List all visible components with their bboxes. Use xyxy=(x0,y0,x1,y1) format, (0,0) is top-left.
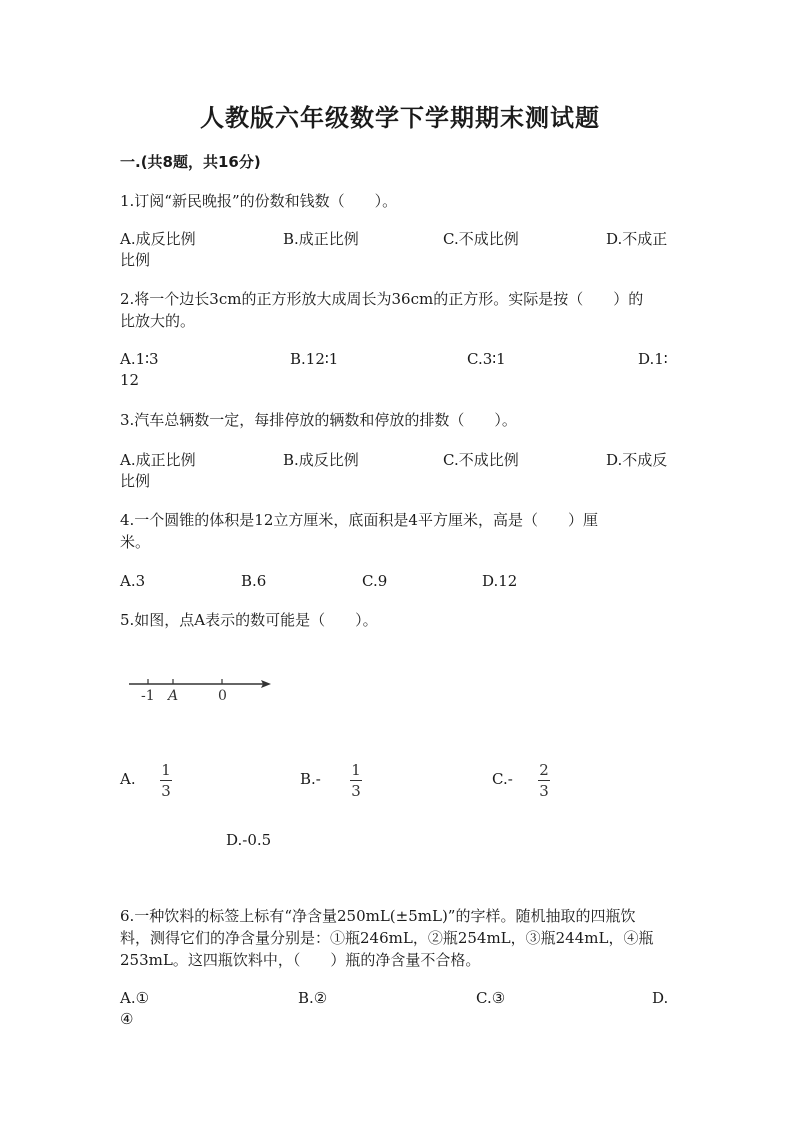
q6-option-d-wrap: ④ xyxy=(120,1010,134,1028)
question-4-line-2: 米。 xyxy=(120,533,151,551)
q3-option-b[interactable]: B.成反比例 xyxy=(283,451,359,469)
page-title: 人教版六年级数学下学期期末测试题 xyxy=(200,104,600,132)
q5-option-c-fraction: 2 3 xyxy=(539,761,549,801)
q2-option-c[interactable]: C.3∶1 xyxy=(467,350,506,368)
q6-option-a[interactable]: A.① xyxy=(120,989,150,1007)
q1-option-d-wrap: 比例 xyxy=(120,251,151,269)
q2-option-a[interactable]: A.1∶3 xyxy=(120,350,159,368)
q6-option-d[interactable]: D. xyxy=(652,989,669,1007)
label-point-a: A xyxy=(168,688,179,704)
q1-option-a[interactable]: A.成反比例 xyxy=(120,230,196,248)
question-6-line-2: 料，测得它们的净含量分别是：①瓶246mL，②瓶254mL，③瓶244mL，④瓶 xyxy=(120,929,654,947)
q5-option-c-prefix[interactable]: C.- xyxy=(492,770,513,788)
question-3-text: 3.汽车总辆数一定，每排停放的辆数和停放的排数（ ）。 xyxy=(120,411,517,429)
q2-option-d[interactable]: D.1∶ xyxy=(638,350,668,368)
q5-option-a-prefix[interactable]: A. xyxy=(120,770,136,788)
q5-option-b-prefix[interactable]: B.- xyxy=(300,770,321,788)
question-1-text: 1.订阅“新民晚报”的份数和钱数（ ）。 xyxy=(120,192,398,210)
q4-option-d[interactable]: D.12 xyxy=(482,572,518,590)
q3-option-c[interactable]: C.不成比例 xyxy=(443,451,519,469)
q3-option-d[interactable]: D.不成反 xyxy=(606,451,668,469)
question-2-line-1: 2.将一个边长3cm的正方形放大成周长为36cm的正方形。实际是按（ ）的 xyxy=(120,290,644,308)
q4-option-c[interactable]: C.9 xyxy=(362,572,388,590)
label-zero: 0 xyxy=(218,688,227,704)
q5-option-d[interactable]: D.-0.5 xyxy=(226,831,272,849)
question-6-line-1: 6.一种饮料的标签上标有“净含量250mL(±5mL)”的字样。随机抽取的四瓶饮 xyxy=(120,907,636,925)
question-2-line-2: 比放大的。 xyxy=(120,312,196,330)
q3-option-a[interactable]: A.成正比例 xyxy=(120,451,196,469)
q5-option-a-fraction: 1 3 xyxy=(161,761,171,801)
q1-option-c[interactable]: C.不成比例 xyxy=(443,230,519,248)
label-minus-one: -1 xyxy=(141,688,155,704)
q4-option-a[interactable]: A.3 xyxy=(120,572,146,590)
question-4-line-1: 4.一个圆锥的体积是12立方厘米，底面积是4平方厘米，高是（ ）厘 xyxy=(120,511,598,529)
section-heading: 一.(共8题，共16分) xyxy=(120,153,261,171)
q3-option-d-wrap: 比例 xyxy=(120,472,151,490)
q4-option-b[interactable]: B.6 xyxy=(241,572,267,590)
q1-option-b[interactable]: B.成正比例 xyxy=(283,230,359,248)
question-6-line-3: 253mL。这四瓶饮料中，（ ）瓶的净含量不合格。 xyxy=(120,951,481,969)
q6-option-b[interactable]: B.② xyxy=(298,989,328,1007)
q1-option-d[interactable]: D.不成正 xyxy=(606,230,668,248)
q5-option-b-fraction: 1 3 xyxy=(351,761,361,801)
q2-option-d-wrap: 12 xyxy=(120,371,140,389)
question-5-text: 5.如图，点A表示的数可能是（ ）。 xyxy=(120,611,378,629)
number-line-figure xyxy=(125,672,275,708)
q6-option-c[interactable]: C.③ xyxy=(476,989,506,1007)
q2-option-b[interactable]: B.12∶1 xyxy=(290,350,339,368)
